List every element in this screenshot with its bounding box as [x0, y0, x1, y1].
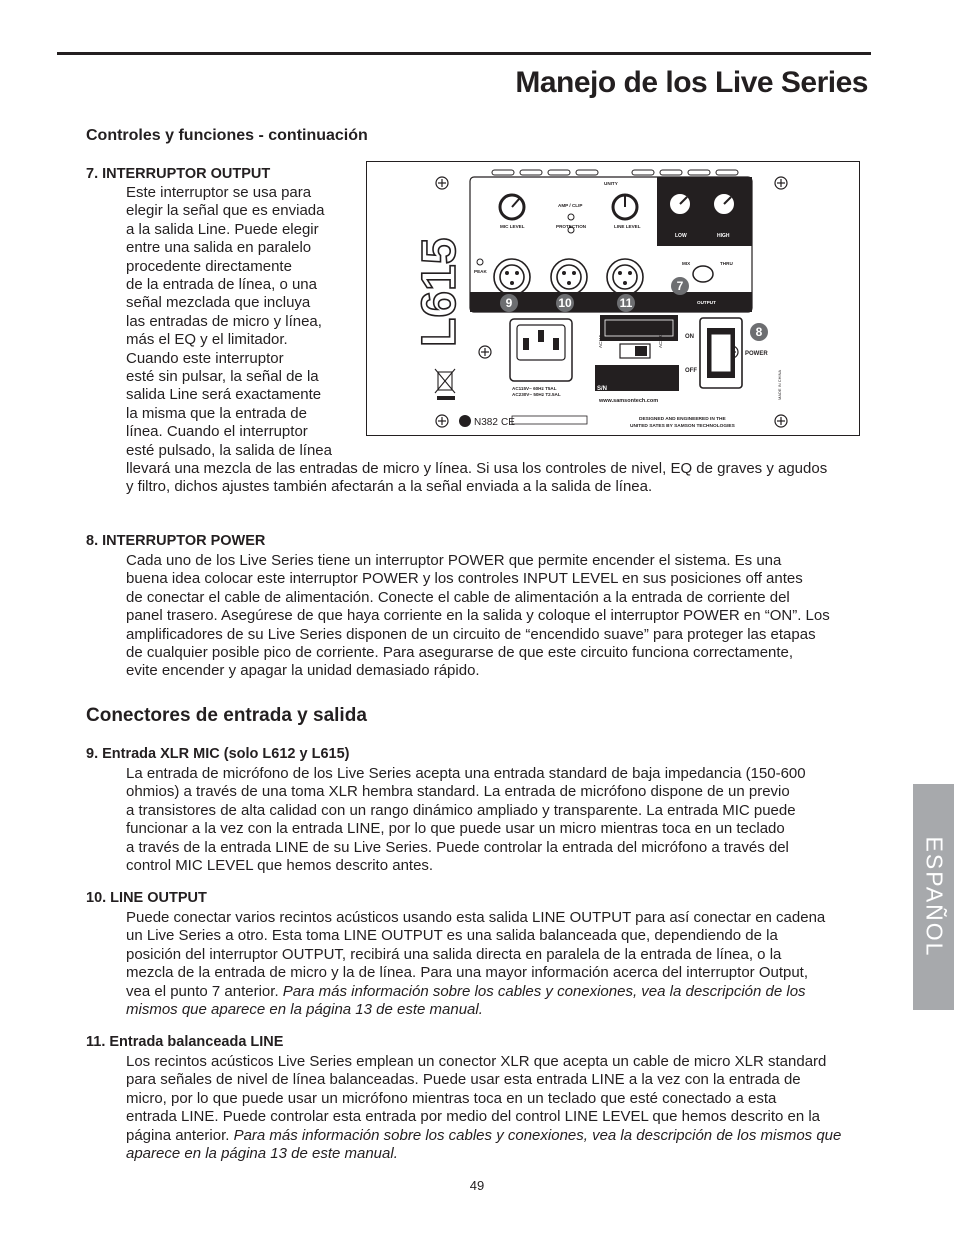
off-label: OFF [685, 368, 697, 374]
on-label: ON [685, 334, 694, 340]
text-line: esté pulsado, la salida de línea [126, 441, 332, 459]
section-heading-controls: Controles y funciones - continuación [86, 127, 368, 144]
callout-11 [617, 294, 635, 312]
low-label: LOW [675, 233, 687, 239]
item-8-heading: 8. INTERRUPTOR POWER [86, 533, 266, 549]
text-line: procedente directamente [126, 257, 292, 275]
header-rule [57, 52, 871, 55]
text-line: y filtro, dichos ajustes también afectarán a la señal enviada a la salida de línea. [126, 478, 653, 496]
sn-label: S/N [597, 386, 608, 392]
callout-8 [750, 323, 768, 341]
text-line: de cualquier posible pico de corriente. Para asegurarse de que este circuito funciona correctamente, [126, 644, 794, 662]
line-level-label: LINE LEVEL [614, 224, 641, 229]
text-italic: mismos que aparece en la página 13 de este manual. [126, 1001, 483, 1019]
weee-bin-icon [435, 369, 455, 393]
text-line: panel trasero. Asegúrese de que haya corriente en la salida y coloque el interruptor POWER en “ON”. Los [126, 607, 830, 625]
text-line: a la salida Line. Puede elegir [126, 220, 319, 238]
section-heading-connectors: Conectores de entrada y salida [86, 705, 367, 726]
website-label: www.samsontech.com [599, 398, 659, 404]
rear-panel-diagram [367, 162, 858, 434]
output-label: OUTPUT [697, 300, 716, 305]
text-line: posición del interruptor OUTPUT, recibirá una salida directa en paralela de la entrada de línea, o la [126, 945, 782, 963]
text-line: Cada uno de los Live Series tiene un interruptor POWER que permite encender el sistema. Es una [126, 552, 782, 569]
text-line: Puede conectar varios recintos acústicos usando esta salida LINE OUTPUT para así conectar en cadena [126, 909, 826, 926]
text-line: salida Line será exactamente [126, 386, 322, 404]
callout-10 [556, 294, 574, 312]
text-line: un Live Series a otro. Esta toma LINE OUTPUT es una salida balanceada que, dependiendo de la [126, 927, 778, 945]
mic-level-label: MIC LEVEL [500, 224, 525, 229]
item-11-text [126, 1053, 841, 1163]
text-italic: aparece en la página 13 de este manual. [126, 1145, 398, 1163]
text-line: señal mezclada que incluya [126, 294, 311, 312]
text-line: entre una salida en paralelo [126, 239, 312, 257]
svg-text:11: 11 [619, 296, 633, 310]
power-label: POWER [745, 351, 768, 357]
item-7-text-narrow [126, 184, 332, 460]
text-line: control MIC LEVEL que hemos descrito antes. [126, 857, 434, 875]
text-line: Este interruptor se usa para [126, 184, 312, 201]
ce-mark-label: CE [501, 417, 515, 428]
text-line: línea. Cuando el interruptor [126, 423, 308, 441]
text-line: amplificadores de su Live Series disponen de un circuito de “encendido suave” para proteger las etapas [126, 625, 816, 643]
rating-label-2: AC230V~ 50Hz T2.5AL [512, 392, 561, 397]
text-line: de conectar el cable de alimentación. Conecte el cable de alimentación a la entrada de corriente del [126, 588, 790, 606]
text-line: entrada LINE. Puede controlar esta entrada por medio del control LINE LEVEL que hemos descrito en la [126, 1108, 821, 1126]
n382-label: N382 [474, 417, 498, 428]
item-10-heading: 10. LINE OUTPUT [86, 890, 207, 906]
unity-label: UNITY [604, 181, 618, 186]
text-line: evite encender y apagar la unidad demasiado rápido. [126, 662, 480, 680]
callout-7 [671, 277, 689, 295]
item-7-text-wide [126, 460, 827, 497]
item-10-text [126, 909, 825, 1019]
text-line: más el EQ y el limitador. [126, 331, 288, 349]
text-line: llevará una mezcla de las entradas de micro y línea. Si usa los controles de nivel, EQ de graves y agudos [126, 460, 828, 477]
text-line [126, 1145, 841, 1163]
callout-9 [500, 294, 518, 312]
rear-panel-figure [366, 161, 860, 436]
thru-label: THRU [720, 261, 733, 266]
ac115-label: AC115 [598, 334, 603, 348]
text-line: micro, por lo que puede usar un micrófono mientras toca en un teclado que esté conectado a esta [126, 1089, 777, 1107]
item-8-text [126, 552, 830, 681]
text-line: a transistores de alta calidad con un rango dinámico ampliado y transparente. La entrada MIC puede [126, 801, 796, 819]
protection-label: PROTECTION [556, 224, 587, 229]
text-line: la misma que la entrada de [126, 404, 307, 422]
text-line: a través de la entrada LINE de su Live Series. Puede controlar la entrada del micrófono a través del [126, 838, 789, 856]
page-title: Manejo de los Live Series [515, 66, 868, 99]
text-line: Los recintos acústicos Live Series emplean un conector XLR que acepta un cable de micro XLR standard [126, 1053, 827, 1070]
svg-text:9: 9 [505, 296, 513, 310]
svg-text:10: 10 [558, 296, 572, 310]
text-line [126, 1001, 825, 1019]
peak-label: PEAK [474, 269, 487, 274]
text-line: las entradas de micro y línea, [126, 312, 322, 330]
svg-text:8: 8 [755, 325, 763, 339]
item-7-heading: 7. INTERRUPTOR OUTPUT [86, 166, 271, 182]
text-line: para señales de nivel de línea balanceadas. Puede usar esta entrada LINE a la vez con la entrada de [126, 1071, 801, 1089]
page-number: 49 [469, 1178, 485, 1193]
designed-label-2: UNITED SATES BY SAMSON TECHNOLOGIES [630, 424, 735, 429]
text-line [126, 1127, 841, 1145]
text-italic: Para más información sobre los cables y conexiones, vea la descripción de los mismos que [233, 1126, 842, 1144]
language-tab [913, 784, 954, 1010]
text-italic: Para más información sobre los cables y conexiones, vea la descripción de los [282, 982, 806, 1000]
text-line: buena idea colocar este interruptor POWER y los controles INPUT LEVEL en sus posiciones off antes [126, 570, 803, 588]
text-line: mezcla de la entrada de micro y la de línea. Para una mayor información acerca del interruptor Output, [126, 964, 809, 982]
model-label: L615 [413, 237, 466, 347]
text-line: de la entrada de línea, o una [126, 276, 317, 294]
ac230-label: AC230 [658, 334, 663, 348]
text-line [126, 983, 825, 1001]
text-line: esté sin pulsar, la señal de la [126, 368, 319, 386]
text-line: ohmios) a través de una toma XLR hembra standard. La entrada de micrófono dispone de un previo [126, 783, 790, 801]
text-plain: vea el punto 7 anterior. [126, 982, 283, 1000]
item-9-text [126, 765, 806, 875]
designed-label-1: DESIGNED AND ENGINEERED IN THE [639, 417, 726, 422]
mix-label: MIX [682, 261, 691, 266]
high-label: HIGH [717, 233, 730, 239]
text-plain: página anterior. [126, 1126, 234, 1144]
svg-text:7: 7 [676, 279, 684, 293]
language-tab-label: ESPAÑOL [921, 836, 947, 958]
rating-label-1: AC115V~ 60Hz T5AL [512, 386, 557, 391]
text-line: elegir la señal que es enviada [126, 202, 325, 220]
certification-mark-icon [459, 415, 471, 427]
text-line: La entrada de micrófono de los Live Series acepta una entrada standard de baja impedancia (150-600 [126, 765, 806, 782]
amp-clip-label: AMP / CLIP [558, 203, 583, 208]
text-line: Cuando este interruptor [126, 349, 284, 367]
text-line: funcionar a la vez con la entrada LINE, por lo que puede usar un micro mientras toca en un teclado [126, 820, 785, 838]
item-11-heading: 11. Entrada balanceada LINE [86, 1034, 284, 1050]
made-in-china-label: MADE IN CHINA [777, 369, 782, 400]
item-9-heading: 9. Entrada XLR MIC (solo L612 y L615) [86, 746, 350, 762]
